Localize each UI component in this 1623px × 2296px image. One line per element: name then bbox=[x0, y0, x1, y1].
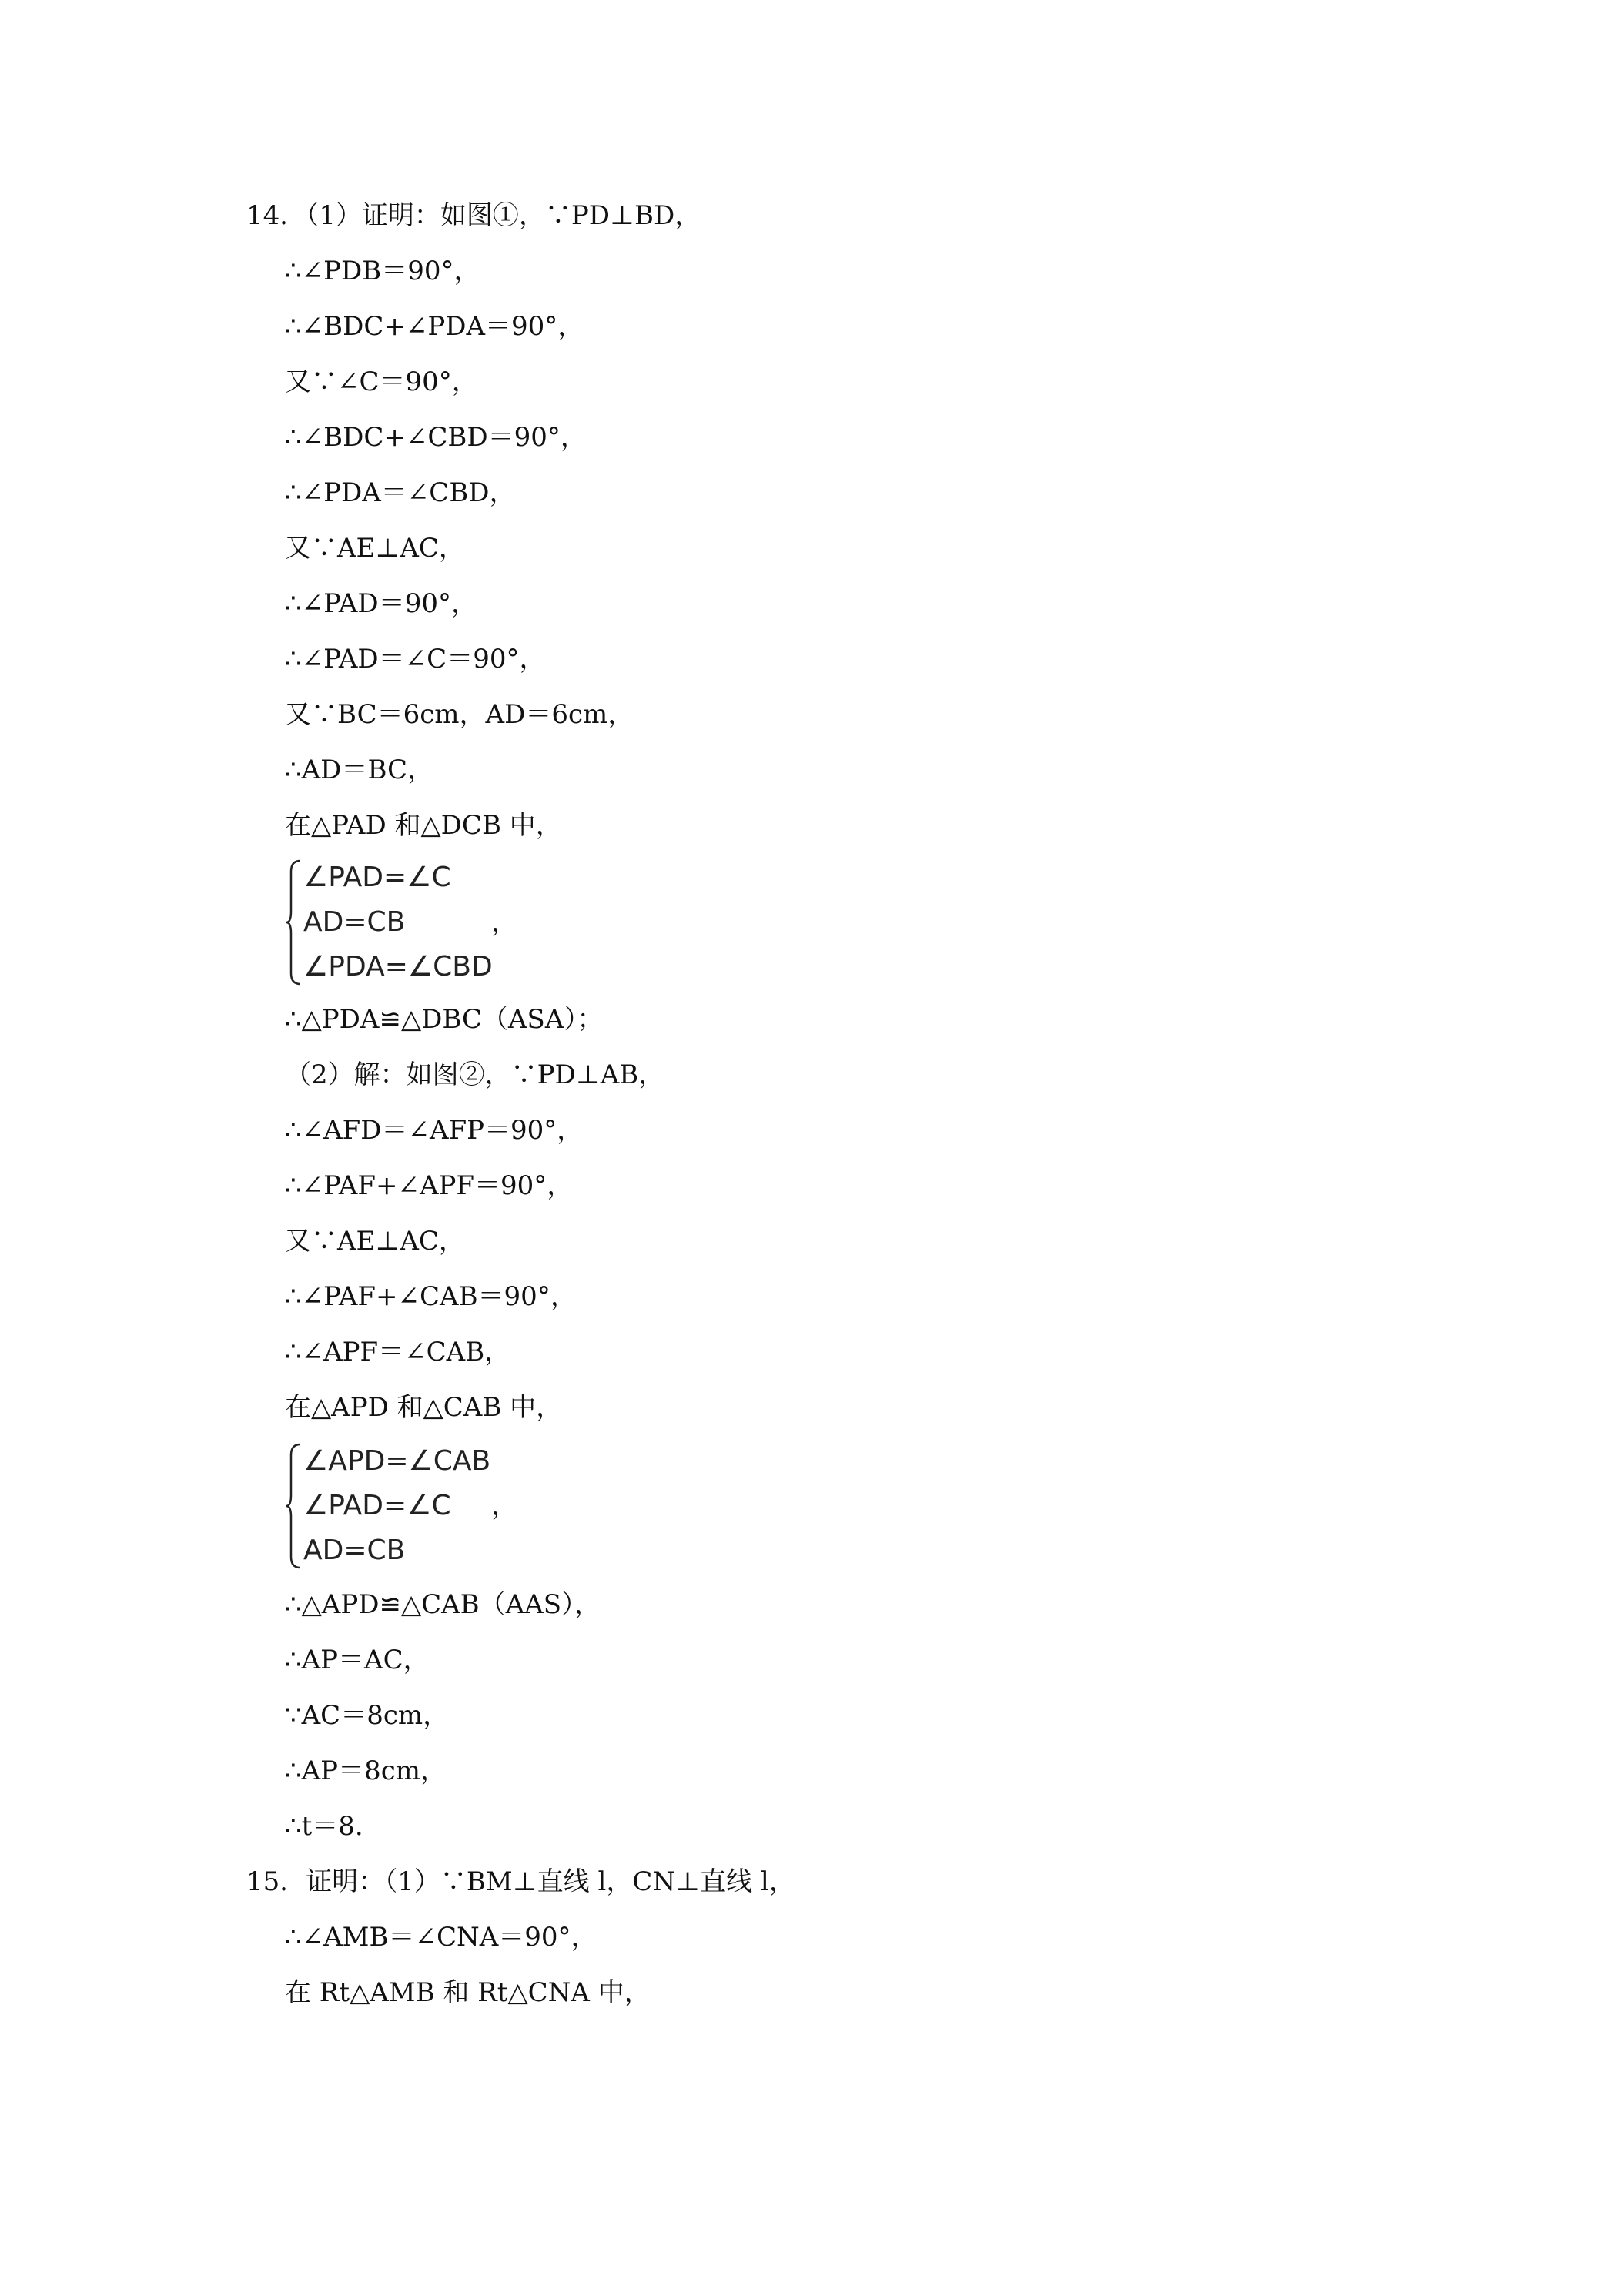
system-row: AD=CB bbox=[303, 906, 406, 938]
proof-line: ∴∠PAF+∠CAB＝90°， bbox=[285, 1281, 577, 1312]
equation-system-2 bbox=[285, 1441, 562, 1571]
system-row: ∠PAD=∠C bbox=[303, 862, 451, 893]
proof-line: ∴∠PDA＝∠CBD， bbox=[285, 477, 516, 508]
proof-line: ∴∠PAD＝90°， bbox=[285, 588, 477, 619]
proof-line: ∵AC＝8cm， bbox=[285, 1700, 450, 1731]
system-row: ∠PDA=∠CBD bbox=[303, 951, 493, 982]
problem-14-heading: 14．（1）证明：如图①，∵PD⊥BD， bbox=[246, 200, 701, 231]
proof-line: ∴∠AFD＝∠AFP＝90°， bbox=[285, 1115, 584, 1146]
proof-line: ∴∠PDB＝90°， bbox=[285, 256, 480, 286]
proof-line: 又∵∠C＝90°， bbox=[285, 366, 478, 397]
proof-line: ∴∠BDC+∠CBD＝90°， bbox=[285, 422, 587, 453]
proof-line: ∴t＝8. bbox=[285, 1811, 363, 1842]
system-comma: ， bbox=[491, 907, 517, 938]
proof-line: 又∵AE⊥AC， bbox=[285, 533, 465, 564]
proof-line: 又∵BC＝6cm，AD＝6cm， bbox=[285, 699, 634, 730]
proof-line: ∴∠PAF+∠APF＝90°， bbox=[285, 1170, 574, 1201]
proof-line: ∴∠PAD＝∠C＝90°， bbox=[285, 644, 546, 674]
proof-line: ∴AD＝BC， bbox=[285, 755, 434, 785]
proof-line: 又∵AE⊥AC， bbox=[285, 1226, 465, 1257]
system-row: ∠APD=∠CAB bbox=[303, 1445, 491, 1477]
proof-line: 在△APD 和△CAB 中， bbox=[285, 1392, 563, 1423]
proof-line: （2）解：如图②，∵PD⊥AB， bbox=[285, 1059, 665, 1090]
proof-line: ∴∠APF＝∠CAB， bbox=[285, 1337, 511, 1367]
equation-system-1 bbox=[285, 858, 562, 987]
proof-line: ∴△APD≌△CAB（AAS）， bbox=[285, 1589, 601, 1620]
proof-line: 在△PAD 和△DCB 中， bbox=[285, 810, 562, 841]
proof-line: ∴∠AMB＝∠CNA＝90°， bbox=[285, 1922, 597, 1953]
proof-line: 在 Rt△AMB 和 Rt△CNA 中， bbox=[285, 1977, 651, 2008]
system-row: ∠PAD=∠C bbox=[303, 1490, 451, 1521]
system-comma: ， bbox=[491, 1491, 517, 1521]
proof-line: ∴∠BDC+∠PDA＝90°， bbox=[285, 311, 584, 342]
proof-line: ∴△PDA≌△DBC（ASA）； bbox=[285, 1004, 604, 1035]
proof-line: ∴AP＝8cm， bbox=[285, 1755, 447, 1786]
problem-15-heading: 15．证明：（1）∵BM⊥直线 l，CN⊥直线 l， bbox=[246, 1866, 795, 1897]
left-brace-icon bbox=[285, 1441, 305, 1571]
system-row: AD=CB bbox=[303, 1535, 406, 1566]
proof-line: ∴AP＝AC， bbox=[285, 1645, 430, 1675]
left-brace-icon bbox=[285, 858, 305, 987]
